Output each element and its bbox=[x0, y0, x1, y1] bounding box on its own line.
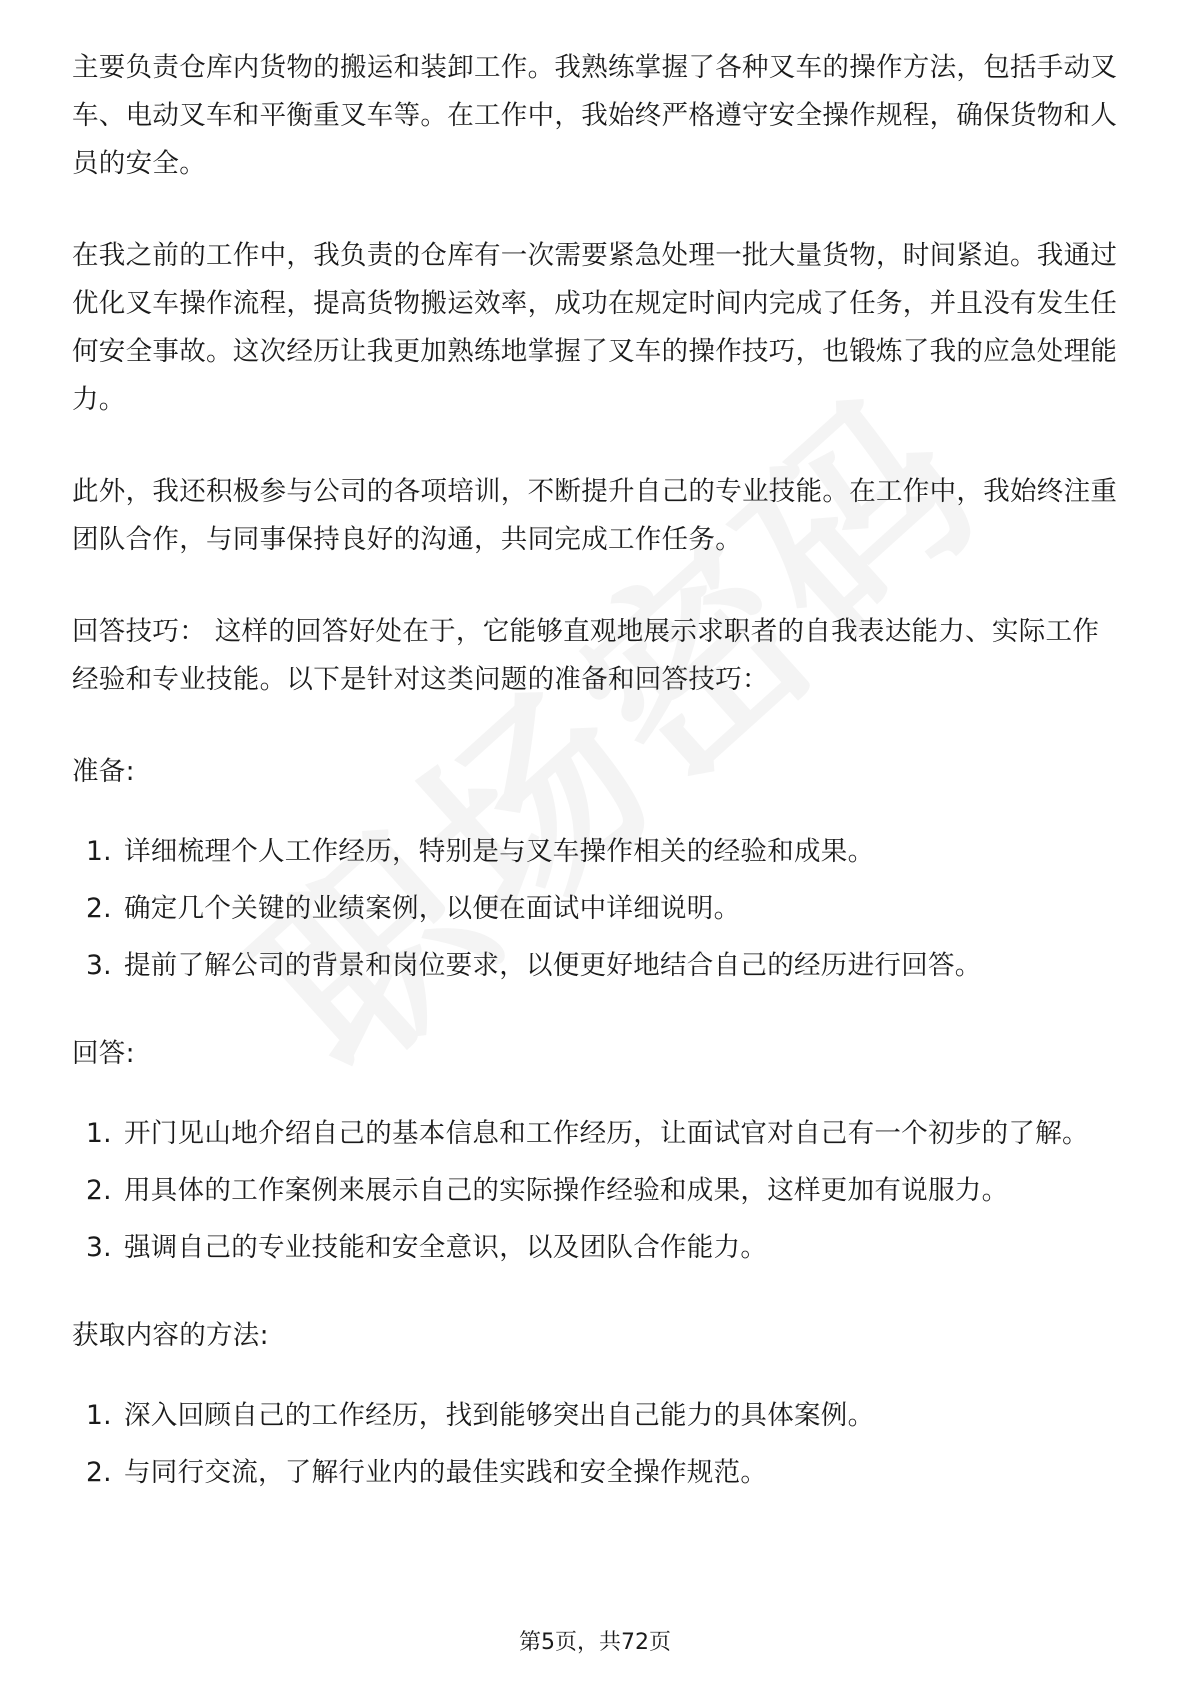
list-item bbox=[72, 1167, 1122, 1215]
list-text: 提前了解公司的背景和岗位要求，以便更好地结合自己的经历进行回答。 bbox=[124, 950, 982, 981]
list-item bbox=[72, 1392, 1122, 1440]
list-item bbox=[72, 1224, 1122, 1272]
list-number: 1. bbox=[86, 1400, 112, 1431]
list-text: 用具体的工作案例来展示自己的实际操作经验和成果，这样更加有说服力。 bbox=[124, 1175, 1009, 1206]
section-heading-prepare: 准备: bbox=[72, 756, 135, 787]
page-number: 第5页，共72页 bbox=[519, 1630, 671, 1655]
page-footer bbox=[0, 1628, 1190, 1658]
document-body bbox=[72, 44, 1122, 1506]
paragraph-experience: 在我之前的工作中，我负责的仓库有一次需要紧急处理一批大量货物，时间紧迫。我通过优化叉车操作流程，提高货物搬运效率，成功在规定时间内完成了任务，并且没有发生任何安全事故。这次经历让我更加熟练地掌握了叉车的操作技巧，也锻炼了我的应急处理能力。 bbox=[72, 240, 1118, 415]
list-text: 深入回顾自己的工作经历，找到能够突出自己能力的具体案例。 bbox=[124, 1400, 875, 1431]
paragraph-answer-tips: 回答技巧： 这样的回答好处在于，它能够直观地展示求职者的自我表达能力、实际工作经验和专业技能。以下是针对这类问题的准备和回答技巧： bbox=[72, 616, 1100, 695]
list-item bbox=[72, 885, 1122, 933]
paragraph-training: 此外，我还积极参与公司的各项培训，不断提升自己的专业技能。在工作中，我始终注重团队合作，与同事保持良好的沟通，共同完成工作任务。 bbox=[72, 476, 1118, 555]
list-number: 2. bbox=[86, 1175, 112, 1206]
list-text: 确定几个关键的业绩案例，以便在面试中详细说明。 bbox=[124, 893, 741, 924]
list-item bbox=[72, 828, 1122, 876]
list-text: 与同行交流，了解行业内的最佳实践和安全操作规范。 bbox=[124, 1457, 768, 1488]
list-number: 3. bbox=[86, 950, 112, 981]
section-heading-method: 获取内容的方法: bbox=[72, 1320, 269, 1351]
list-method bbox=[72, 1392, 1122, 1497]
list-text: 强调自己的专业技能和安全意识，以及团队合作能力。 bbox=[124, 1232, 768, 1263]
list-number: 2. bbox=[86, 893, 112, 924]
section-heading-answer: 回答: bbox=[72, 1038, 135, 1069]
list-answer bbox=[72, 1110, 1122, 1272]
list-item bbox=[72, 942, 1122, 990]
list-number: 1. bbox=[86, 836, 112, 867]
list-number: 2. bbox=[86, 1457, 112, 1488]
list-number: 1. bbox=[86, 1118, 112, 1149]
list-number: 3. bbox=[86, 1232, 112, 1263]
list-item bbox=[72, 1110, 1122, 1158]
list-item bbox=[72, 1449, 1122, 1497]
list-text: 详细梳理个人工作经历，特别是与叉车操作相关的经验和成果。 bbox=[124, 836, 875, 867]
list-prepare bbox=[72, 828, 1122, 990]
paragraph-duties: 主要负责仓库内货物的搬运和装卸工作。我熟练掌握了各种叉车的操作方法，包括手动叉车、电动叉车和平衡重叉车等。在工作中，我始终严格遵守安全操作规程，确保货物和人员的安全。 bbox=[72, 52, 1118, 179]
list-text: 开门见山地介绍自己的基本信息和工作经历，让面试官对自己有一个初步的了解。 bbox=[124, 1118, 1089, 1149]
